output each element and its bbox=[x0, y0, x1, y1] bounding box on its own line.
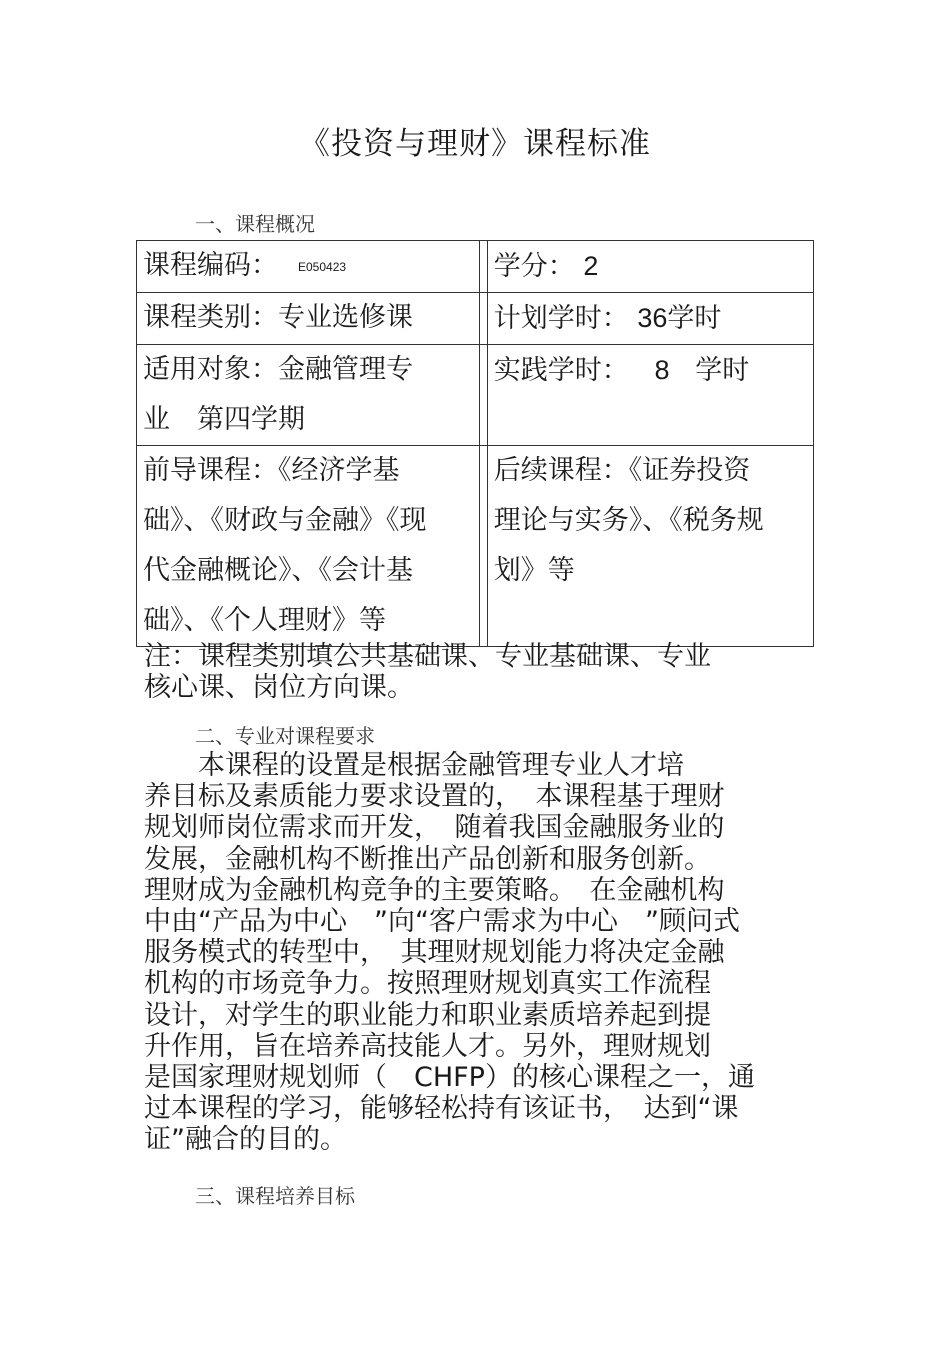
paragraph-line: 发展，金融机构不断推出产品创新和服务创新。 bbox=[144, 843, 711, 875]
prerequisite-line: 础》、《财政与金融》《现 bbox=[143, 505, 427, 536]
planned-hours-label: 计划学时： bbox=[493, 303, 629, 334]
table-note bbox=[144, 641, 784, 703]
credit-cell bbox=[487, 241, 813, 293]
document-title: 《投资与理财》课程标准 bbox=[299, 126, 651, 162]
requirements-paragraph bbox=[144, 750, 804, 1156]
table-row bbox=[137, 345, 814, 446]
paragraph-line: 是国家理财规划师（ CHFP）的核心课程之一，通 bbox=[144, 1062, 755, 1094]
table-spacer bbox=[479, 446, 487, 647]
note-line: 核心课、岗位方向课。 bbox=[144, 672, 414, 703]
target-audience-line: 适用对象：金融管理专 bbox=[143, 354, 413, 385]
paragraph-line: 过本课程的学习，能够轻松持有该证书， 达到“课 bbox=[144, 1093, 739, 1125]
planned-hours-unit: 学时 bbox=[667, 303, 722, 334]
paragraph-line: 升作用，旨在培养高技能人才。另外，理财规划 bbox=[144, 1030, 711, 1062]
course-category-cell: 课程类别：专业选修课 bbox=[137, 293, 480, 345]
paragraph-line: 服务模式的转型中， 其理财规划能力将决定金融 bbox=[144, 937, 725, 969]
table-spacer bbox=[479, 345, 487, 446]
prerequisite-line: 代金融概论》、《会计基 bbox=[143, 555, 413, 586]
credit-value: 2 bbox=[583, 251, 599, 281]
section-heading-requirements: 二、专业对课程要求 bbox=[195, 724, 375, 748]
note-line: 注：课程类别填公共基础课、专业基础课、专业 bbox=[144, 641, 711, 672]
practice-hours-cell bbox=[487, 345, 813, 446]
table-row bbox=[137, 293, 814, 345]
prerequisite-line: 础》、《个人理财》等 bbox=[143, 605, 386, 636]
follow-up-courses-cell bbox=[487, 446, 813, 647]
table-row bbox=[137, 446, 814, 647]
target-audience-line: 业 第四学期 bbox=[143, 404, 305, 435]
planned-hours-value: 36 bbox=[637, 303, 668, 333]
paragraph-line: 中由“产品为中心 ”向“客户需求为中心 ”顾问式 bbox=[144, 906, 740, 938]
paragraph-line: 规划师岗位需求而开发， 随着我国金融服务业的 bbox=[144, 812, 725, 844]
credit-label: 学分： bbox=[493, 251, 575, 282]
paragraph-line: 理财成为金融机构竞争的主要策略。 在金融机构 bbox=[144, 874, 725, 906]
paragraph-line: 本课程的设置是根据金融管理专业人才培 bbox=[144, 750, 684, 781]
course-code-value: E050423 bbox=[298, 259, 347, 274]
course-code-cell bbox=[137, 241, 480, 293]
table-row bbox=[137, 241, 814, 293]
practice-hours-value: 8 bbox=[654, 355, 670, 385]
paragraph-line: 机构的市场竞争力。按照理财规划真实工作流程 bbox=[144, 968, 711, 1000]
follow-up-line: 理论与实务》、《税务规 bbox=[493, 505, 764, 536]
table-spacer bbox=[479, 293, 487, 345]
planned-hours-cell bbox=[487, 293, 813, 345]
section-heading-objectives: 三、课程培养目标 bbox=[195, 1184, 355, 1208]
follow-up-line: 后续课程：《证券投资 bbox=[493, 455, 751, 486]
target-audience-cell bbox=[137, 345, 480, 446]
prerequisite-courses-cell bbox=[137, 446, 480, 647]
paragraph-line: 养目标及素质能力要求设置的， 本课程基于理财 bbox=[144, 781, 725, 813]
section-heading-overview: 一、课程概况 bbox=[195, 212, 315, 236]
paragraph-line: 设计，对学生的职业能力和职业素质培养起到提 bbox=[144, 999, 711, 1031]
practice-hours-label: 实践学时： bbox=[493, 355, 629, 386]
course-code-label: 课程编码： bbox=[143, 250, 278, 281]
prerequisite-line: 前导课程：《经济学基 bbox=[143, 455, 400, 486]
table-spacer bbox=[479, 241, 487, 293]
paragraph-line: 证”融合的目的。 bbox=[144, 1124, 347, 1156]
practice-hours-unit: 学时 bbox=[695, 355, 750, 386]
follow-up-line: 划》等 bbox=[493, 555, 575, 586]
course-info-table bbox=[136, 240, 814, 647]
